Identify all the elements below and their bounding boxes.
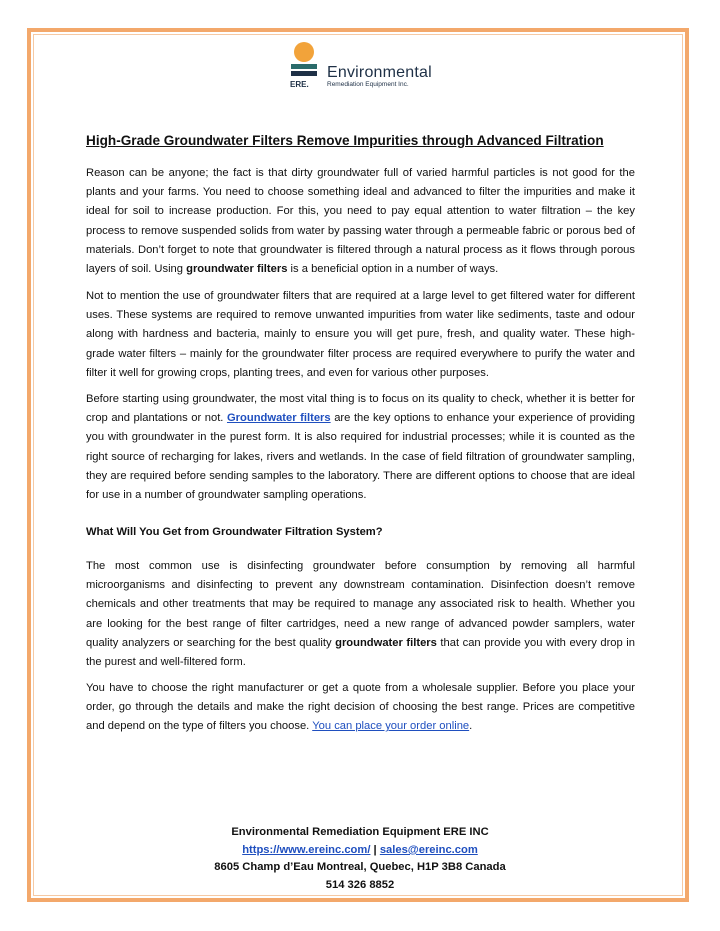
groundwater-filters-link[interactable]: Groundwater filters — [226, 412, 331, 425]
paragraph-1: Reason can be anyone; the fact is that dirty groundwater full of varied harmful particles is not good for the plants and your farms. You need to choose something ideal and advanced to filter the impurities and make it ideal for soil to increase production. For this, you need to pay equal attention to water filtration – the key process to remove suspended solids from water by passing water through a permeable fabric or porous bed of materials. Don’t forget to note that groundwater is filtered through a natural process as it flows through porous layers of soil. Using groundwater filters is a beneficial option in a number of ways. — [86, 167, 635, 276]
paragraph-5: You have to choose the right manufacturer or get a quote from a wholesale supplier. Before you place your order, go through the details and make the right decision of choosing the best range. Prices are competitive and depend on the type of filters you choose. You can place your order online. — [86, 682, 635, 733]
order-online-link[interactable]: You can place your order online — [312, 720, 470, 733]
footer-company: Environmental Remediation Equipment ERE INC — [231, 826, 489, 838]
logo-wordmark: Environmental — [327, 64, 432, 81]
email-link[interactable]: sales@ereinc.com — [379, 844, 478, 856]
bold-keyword: groundwater filters — [335, 636, 437, 649]
paragraph-3: Before starting using groundwater, the most vital thing is to focus on its quality to check, whether it is better for crop and plantations or not. Groundwater filters are the key options to enhance your experience of providing you with groundwater in the purest form. It is also required for industrial processes; while it is counted as the right source of recharging for lakes, rivers and wetlands. In the case of field filtration of groundwater sampling, they are required before sending samples to the laboratory. There are different options to choose that are ideal for use in a number of groundwater sampling operations. — [86, 393, 635, 502]
logo-wave-icon — [291, 64, 317, 69]
website-link[interactable]: https://www.ereinc.com/ — [242, 844, 371, 856]
paragraph-4: The most common use is disinfecting groundwater before consumption by removing all harmful microorganisms and disinfecting to prevent any downstream contamination. Disinfection doesn’t remove chemicals and other treatments that may be required to manage any associated risk to health. Whether you are looking for the best range of filter cartridges, need a new range of advanced powder samplers, water quality analyzers or searching for the best quality groundwater filters that can provide you with every drop in the purest and well-filtered form. — [86, 560, 635, 669]
logo-sun-icon — [294, 42, 314, 62]
paragraph-2: Not to mention the use of groundwater filters that are required at a large level to get filtered water for different uses. These systems are required to remove unwanted impurities from water like sediments, taste and odour along with hardness and bacteria, mainly to ensure you will get pure, fresh, and quality water. These high-grade water filters – mainly for the groundwater filter process are required everywhere to purify the water and filter it well for growing crops, planting trees, and even for various other purposes. — [86, 290, 635, 379]
section-heading: What Will You Get from Groundwater Filtration System? — [86, 526, 383, 538]
logo-subtitle: Remediation Equipment Inc. — [327, 81, 409, 88]
bold-keyword: groundwater filters — [186, 263, 288, 276]
footer-contact: https://www.ereinc.com/ | sales@ereinc.com — [242, 844, 478, 856]
footer-address: 8605 Champ d’Eau Montreal, Quebec, H1P 3B8 Canada — [214, 861, 506, 873]
footer-phone: 514 326 8852 — [325, 879, 395, 891]
logo-ere-text: ERE. — [290, 80, 309, 89]
document-title: High-Grade Groundwater Filters Remove Impurities through Advanced Filtration — [86, 133, 604, 148]
